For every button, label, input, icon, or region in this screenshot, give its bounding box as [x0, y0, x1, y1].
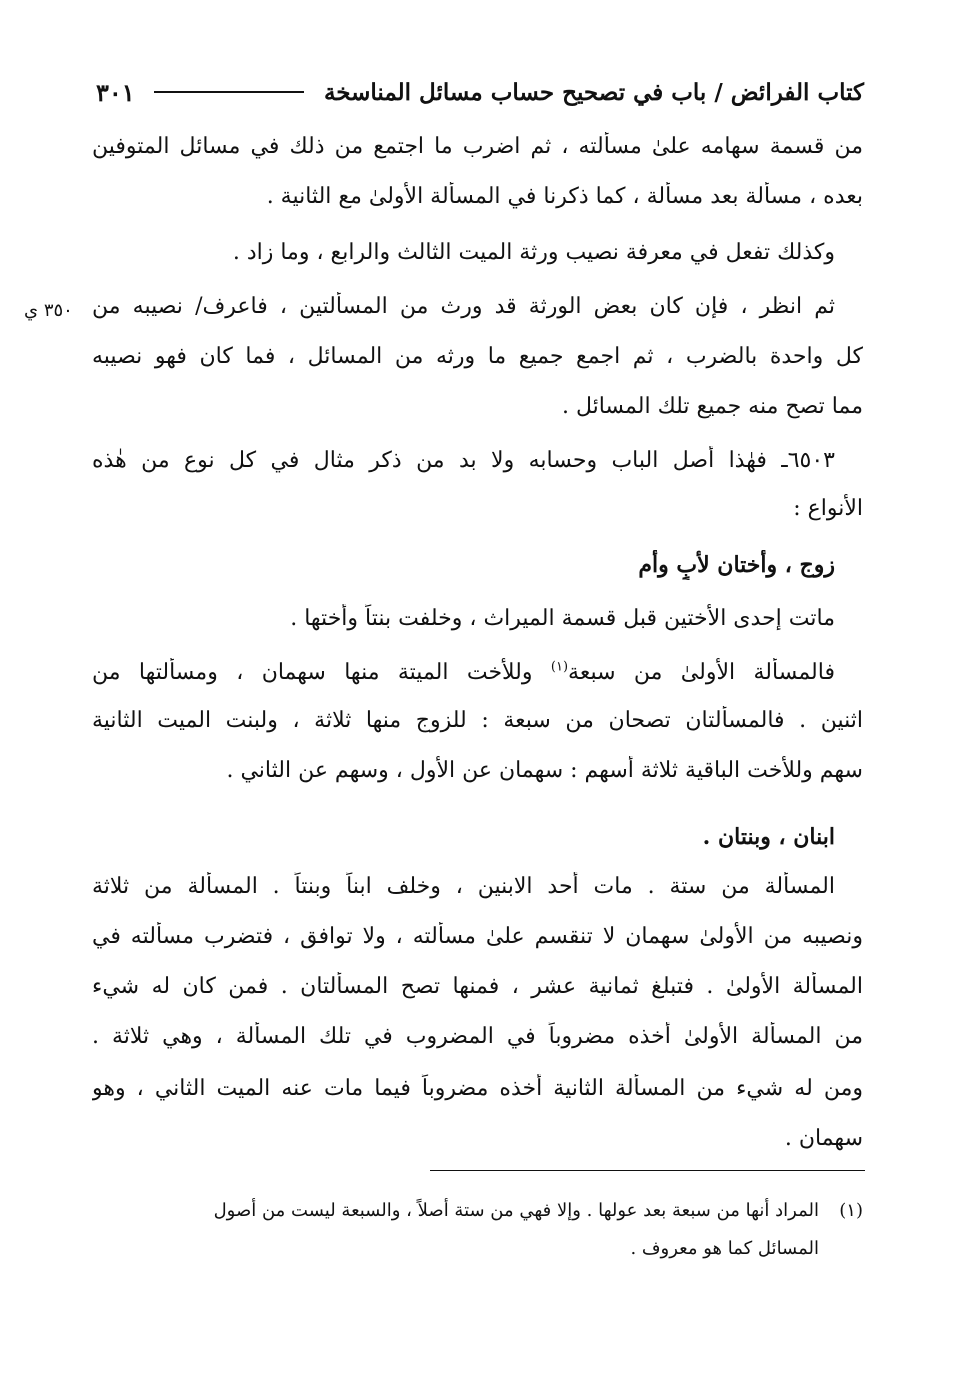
text-line: المسألة الأولىٰ . فتبلغ ثمانية عشر ، فمنها تصح المسألتان . فمن كان له شيء	[92, 974, 863, 999]
header-title: كتاب الفرائض / باب في تصحيح حساب مسائل المناسخة	[323, 78, 864, 106]
text-line: من المسألة الأولىٰ أخذه مضروباً في المضروب في تلك المسألة ، وهي ثلاثة .	[92, 1024, 863, 1049]
header-rule	[154, 91, 304, 93]
text-line: ٦٥٠٣ـ فهٰذا أصل الباب وحسابه ولا بد من ذكر مثال في كل نوع من هٰذه	[92, 448, 835, 473]
text-line: ونصيبه من الأولىٰ سهمان لا تنقسم علىٰ مسألته ، ولا توافق ، فتضرب مسألته في	[92, 924, 863, 949]
text-line: ثم انظر ، فإن كان بعض الورثة قد ورث من المسألتين ، فاعرف/ نصيبه من	[92, 294, 835, 319]
text-fragment: وللأخت الميتة منها سهمان ، ومسألتها من	[92, 660, 551, 685]
page-number: ٣٠١	[96, 77, 135, 107]
margin-reference: ٣٥٠ ي	[24, 300, 73, 321]
text-line: الأنواع :	[793, 496, 863, 521]
text-line: ومن له شيء من المسألة الثانية أخذه مضروباً فيما مات عنه الميت الثاني ، وهو	[92, 1076, 863, 1101]
running-header	[96, 72, 864, 112]
footnote-separator	[430, 1170, 865, 1171]
text-line: من قسمة سهامه علىٰ مسألته ، ثم اضرب ما اجتمع من ذلك في مسائل المتوفين	[92, 134, 863, 159]
footnote-text: المسائل كما هو معروف .	[630, 1238, 819, 1259]
text-line: ماتت إحدى الأختين قبل قسمة الميراث ، وخلفت بنتاً وأختها .	[290, 606, 835, 631]
section-heading: ابنان ، وبنتان .	[702, 824, 835, 850]
text-line-with-footnote-ref	[92, 658, 835, 688]
text-line: سهم وللأخت الباقية ثلاثة أسهم : سهمان عن الأول ، وسهم عن الثاني .	[226, 758, 863, 783]
text-fragment: فالمسألة الأولىٰ من سبعة	[568, 660, 835, 685]
section-heading: زوج ، وأختان لأبٍ وأم	[638, 552, 835, 578]
text-line: وكذلك تفعل في معرفة نصيب ورثة الميت الثالث والرابع ، وما زاد .	[232, 240, 835, 265]
text-line: مما تصح منه جميع تلك المسائل .	[561, 394, 863, 419]
text-line: كل واحدة بالضرب ، ثم اجمع جميع ما ورثه من المسائل ، فما كان فهو نصيبه	[92, 344, 863, 369]
footnote-marker: (١)	[839, 1200, 863, 1221]
footnote-continuation	[92, 1236, 863, 1262]
text-line: بعده ، مسألة بعد مسألة ، كما ذكرنا في المسألة الأولىٰ مع الثانية .	[266, 184, 863, 209]
text-line: اثنين . فالمسألتان تصحان من سبعة : للزوج منها ثلاثة ، ولبنت الميت الثانية	[92, 708, 863, 733]
text-line: المسألة من ستة . مات أحد الابنين ، وخلف ابناً وبنتاً . المسألة من ثلاثة	[92, 874, 835, 899]
footnote-text: المراد أنها من سبعة بعد عولها . وإلا فهي من ستة أصلاً ، والسبعة ليست من أصول	[213, 1200, 819, 1221]
footnote-reference: (١)	[550, 659, 569, 675]
text-line: سهمان .	[784, 1126, 863, 1151]
footnote	[92, 1198, 863, 1224]
